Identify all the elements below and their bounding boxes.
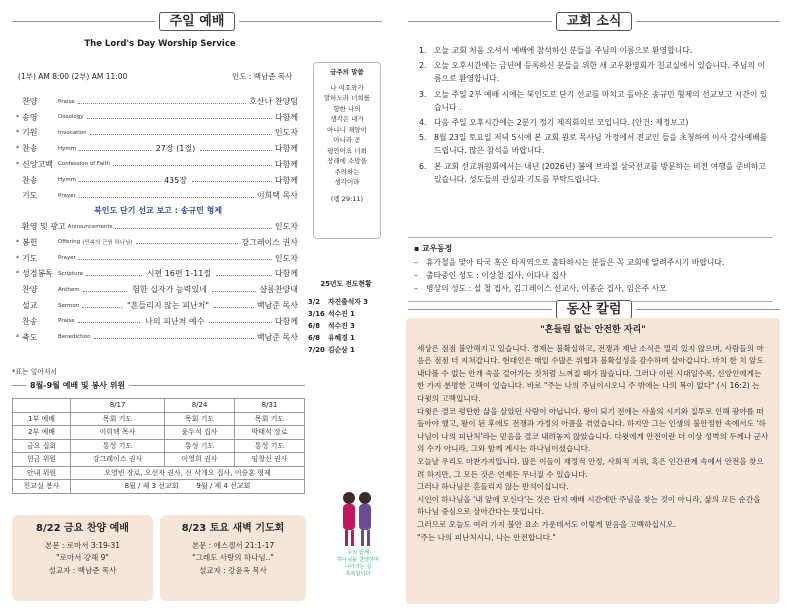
stand-note: *표는 일어서서	[12, 368, 57, 376]
stats-text: 석수진 1	[328, 310, 355, 318]
order-right: 다함께	[274, 112, 298, 122]
verse-line: 아니라 곧	[333, 136, 361, 144]
order-star: *	[16, 145, 19, 153]
duty-cell: 이영희 권사	[165, 453, 235, 467]
duty-cell: 목회 기도	[165, 412, 235, 426]
order-row	[16, 221, 298, 232]
friday-line-2: "로마서 강해 9"	[56, 553, 109, 562]
duty-row	[13, 466, 305, 480]
news-text: 오늘 주일 2부 예배 시에는 북인도로 단기 선교를 마치고 돌아온 송규민 형제의 선교보고 시간이 있습니다 .	[434, 89, 768, 112]
order-star: *	[16, 113, 19, 121]
stats-text: 석수진 3	[328, 322, 355, 330]
order-sub: Confession of Faith	[58, 161, 111, 168]
worship-title: 주일 예배	[159, 12, 236, 31]
dawn-line-2: "그레도 사랑의 하나님.."	[192, 553, 274, 562]
order-dots	[79, 147, 151, 151]
order-sub: Prayer	[58, 192, 76, 199]
order-dots	[78, 100, 246, 104]
order-sub: Invocation	[58, 129, 87, 136]
column-heading: "흔들림 없는 안전한 자리"	[540, 325, 646, 335]
order-right: 호산나 찬양팀	[249, 97, 298, 106]
order-middle: 험한 십자가 능력있네	[132, 285, 207, 295]
order-label: 기도	[22, 191, 38, 201]
illu-caption-1: 우리 함께	[347, 550, 369, 556]
stats-rows	[308, 296, 384, 356]
order-sub: Announcements	[67, 223, 113, 230]
order-sub: Prayer	[58, 255, 76, 262]
weekly-verse-box	[313, 62, 381, 239]
news-number: 2.	[419, 61, 427, 71]
order-label: 찬양	[22, 285, 38, 295]
order-dots	[82, 304, 122, 308]
order-right: 강그레이스 권사	[241, 237, 298, 247]
member-news	[408, 237, 772, 302]
order-star: *	[16, 160, 19, 168]
news-title-bar	[408, 12, 780, 31]
duty-date: 8/17	[71, 399, 165, 413]
order-sub: Sermon	[58, 302, 80, 309]
verse-line: 나 여호와가	[330, 83, 364, 92]
order-label: 축도	[22, 332, 38, 342]
order-row	[16, 316, 298, 327]
order-sub: Scripture	[58, 270, 83, 277]
news-text: 본 교회 선교위원회에서는 내년 (2026년) 봄에 브라질 삼국선교를 방문하는 비전 여행을 준비하고 있습니다. 성도들의 관심과 기도를 부탁드립니다.	[434, 161, 766, 184]
order-middle: 시편 16편 1-11절	[146, 269, 212, 279]
duty-cell: 목회 기도	[235, 412, 305, 426]
duty-cell: 목회 기도	[71, 412, 165, 426]
verse-line: 주려하는	[334, 167, 360, 176]
news-item	[419, 44, 771, 57]
order-right: 샬롬찬양대	[259, 285, 299, 295]
order-label: 봉헌	[22, 237, 38, 247]
friday-line-3: 설교자 : 백남준 목사	[48, 565, 117, 575]
order-row	[16, 96, 298, 107]
order-dots	[209, 319, 272, 323]
order-sub: Hymm	[58, 145, 77, 152]
order-middle: 27장 (1절)	[155, 144, 196, 154]
news-text: 8월 23일 토요일 저녁 5시에 본 교회 원로 목사님 가정에서 전교인 들을 초청하여 이사 감사예배를 드립니다. 많은 참석을 바랍니다.	[434, 133, 768, 156]
duty-role: 1부 예배	[13, 412, 71, 426]
duty-corner	[13, 399, 71, 413]
order-label: 찬송	[22, 175, 38, 185]
order-sub: Praise	[58, 98, 75, 105]
member-news-heading: ▪ 교우동정	[414, 244, 453, 253]
news-number: 5.	[419, 133, 427, 143]
evangelism-stats	[308, 278, 384, 356]
order-label: 환영 및 광고	[22, 222, 66, 231]
news-list	[419, 44, 771, 188]
verse-line: 아나니 재앙이	[327, 125, 367, 134]
order-row	[16, 332, 298, 343]
order-row	[16, 268, 298, 279]
order-sub: Hymm	[58, 177, 77, 183]
order-dots	[94, 335, 254, 339]
order-label: 기도	[22, 253, 38, 263]
girls-icon	[318, 488, 398, 550]
mission-report: 북인도 단기 선교 보고 : 송규민 형제	[94, 206, 223, 215]
verse-line: 장래에 소망을	[327, 157, 367, 165]
friday-title: 8/22 금요 찬양 예배	[36, 523, 129, 534]
news-number: 3.	[419, 89, 427, 99]
order-star: *	[16, 254, 19, 262]
order-extra: (만복의 근원 하나님)	[82, 240, 133, 247]
stats-text: 자진출석자 3	[328, 298, 368, 306]
column-title: 동산 칼럼	[556, 300, 633, 319]
duty-role: 안내 위원	[13, 466, 71, 480]
column-box	[406, 318, 780, 604]
order-dots	[200, 147, 272, 151]
member-news-text: 출타중인 성도 : 이상철 집사, 이다나 집사	[426, 271, 567, 280]
order-row	[16, 300, 298, 311]
member-news-heading-text: 교우동정	[422, 244, 453, 253]
column-body	[417, 343, 769, 545]
order-sub: Benediction	[58, 334, 91, 341]
stats-date: 6/8	[308, 334, 320, 342]
order-row	[16, 190, 298, 201]
verse-line: 생각이라	[334, 178, 360, 186]
dawn-line-3: 설교자 : 강윤옥 목사	[199, 565, 267, 575]
order-dots	[83, 288, 128, 292]
verse-line: 생각은 내가	[330, 115, 364, 123]
stats-row	[308, 344, 384, 356]
order-dots	[90, 131, 272, 135]
order-right: 인도자	[274, 253, 298, 263]
stats-date: 6/8	[308, 322, 320, 330]
worship-leader: 인도 : 백남준 목사	[232, 72, 293, 81]
column-paragraph: 세상은 점점 불안해지고 있습니다. 경제는 불확실하고, 전쟁과 재난 소식은 멀리 있지 않으며, 사람들의 마음은 점점 더 지쳐갑니다. 현대인은 매일 수많은 위협과 불확실성을 감수하며 살아갑니다. 마치 한 치 앞도 내다볼 수 없는 안개 속을 걸어가는 것처럼 느껴질 때가 많습니다. 그러나 이런 시대일수록, 신앙인에게는 한 가지 분명한 고백이 있습니다. 바로 "주는 나의 주님이시오니 주 밖에는 나의 복이 없다" (시 16:2) 는 다윗의 고백입니다.	[417, 343, 764, 403]
order-star: *	[16, 270, 19, 278]
order-sub: Praise	[58, 318, 75, 325]
duty-row	[13, 439, 305, 453]
order-row	[16, 284, 298, 295]
order-label: 송영	[22, 112, 38, 122]
dash: –	[414, 258, 418, 267]
duty-row	[13, 453, 305, 467]
order-dots	[136, 240, 239, 244]
news-text: 오늘 오후시간에는 금년에 등록하신 분들을 위한 새 교우환영회가 친교실에서 있습니다. 주님의 이름으로 환영합니다.	[434, 61, 766, 84]
order-row	[16, 159, 298, 170]
news-title: 교회 소식	[556, 12, 633, 31]
news-item	[419, 116, 771, 129]
order-label: 찬송	[22, 316, 38, 326]
stats-text: 유혜경 1	[328, 334, 355, 342]
order-dots	[115, 225, 271, 229]
news-item	[419, 59, 771, 85]
order-dots	[214, 304, 254, 308]
verse-reference: (렘 29:11)	[330, 194, 364, 203]
news-text: 오늘 교회 처음 오셔서 예배에 참석하신 분들을 주님의 이름으로 환영합니다.	[434, 46, 693, 55]
stats-text: 김순삼 1	[328, 346, 355, 354]
order-right: 다함께	[274, 316, 299, 326]
service-times: (1부) AM 8:00 (2부) AM 11:00	[18, 72, 128, 81]
order-label: 신앙고백	[22, 159, 53, 169]
duty-role: 2부 예배	[13, 426, 71, 440]
column-paragraph: 그러나 하나님은 흔들리지 않는 반석이십니다.	[417, 482, 569, 492]
order-right: 다함께	[274, 144, 298, 154]
order-dots	[79, 194, 254, 198]
order-middle: 435장	[163, 175, 187, 185]
duty-date: 8/31	[235, 399, 305, 413]
friday-line-1: 본문 : 로마서 3:19-31	[45, 540, 120, 550]
friday-service-box	[12, 515, 153, 601]
duty-cell: 통성 기도	[235, 439, 305, 453]
verse-heading: 금주의 말씀	[330, 68, 364, 76]
stats-row	[308, 308, 384, 320]
column-paragraph: 그러므로 오늘도 여러 가지 불안 요소 가운데서도 이렇게 믿음을 고백하십시오.	[417, 519, 676, 529]
duty-cell: 이희택 목사	[71, 426, 165, 440]
order-label: 기원	[22, 128, 38, 138]
member-news-item	[414, 269, 766, 282]
order-right: 이희택 목사	[256, 191, 298, 201]
order-dots	[212, 288, 257, 292]
order-right: 다함께	[274, 159, 298, 169]
column-title-bar	[408, 300, 780, 319]
order-dots	[87, 115, 272, 119]
order-right: 다함께	[274, 269, 298, 279]
duty-cell: 통성 기도	[165, 439, 235, 453]
order-right: 백남준 목사	[256, 332, 298, 342]
duty-row	[13, 426, 305, 440]
news-item	[419, 88, 771, 114]
duty-cell: 강그레이스 권사	[71, 453, 165, 467]
news-number: 1.	[419, 46, 427, 55]
column-paragraph: 오늘날 우리도 마찬가지입니다. 많은 이들이 재정적 안정, 사회적 지위, 혹은 인간관계 속에서 안전을 찾으려 하지만, 그 모든 것은 언제든 무너질 수 있습니다.	[417, 456, 764, 479]
worship-subtitle: The Lord's Day Worship Service	[84, 39, 236, 49]
verse-line: 평안이요 너희	[327, 146, 367, 155]
order-row	[16, 143, 298, 154]
order-right: 인도자	[274, 222, 298, 231]
order-row	[16, 175, 298, 186]
member-news-item	[414, 256, 766, 269]
duty-span: 8월 / 제 3 선교회 9월 / 제 4 선교회	[71, 480, 305, 494]
dash: –	[414, 271, 418, 280]
stats-date: 3/2	[308, 298, 320, 306]
duty-cell: 윤두석 집사	[165, 426, 235, 440]
order-dots	[79, 178, 159, 182]
order-sub: Anthem	[58, 286, 80, 293]
column-paragraph: 시인이 하나님을 '내 앞에 모신다'는 것은 단지 예배 시간에만 주님을 찾는 것이 아니라, 삶의 모든 순간을 하나님 중심으로 살아간다는 뜻입니다.	[417, 494, 761, 517]
worship-title-bar	[12, 12, 382, 31]
order-dots	[78, 319, 141, 323]
dawn-title: 8/23 토요 새벽 기도회	[181, 523, 285, 534]
column-paragraph: 다윗은 결코 평탄한 삶을 살았던 사람이 아닙니다. 왕이 되기 전에는 사울의 시기와 질투로 인해 광야를 떠돌아야 했고, 왕이 된 후에도 전쟁과 가정의 아픔을 겪었습니다. 하지만 그는 인생의 불안정한 속에서도 '하나님이 나의 피난처'라는 믿음을 결코 내려놓지 않았습니다. 다윗에게 안전이란 더 이상 성벽의 두께나 군사의 수가 아니라, 그와 함께 계시는 하나님이셨습니다.	[417, 406, 769, 454]
stats-heading: 25년도 전도현황	[320, 280, 372, 288]
duty-cell: 통성 기도	[71, 439, 165, 453]
dawn-line-1: 본문 : 에스겔서 21:1-17	[191, 540, 275, 550]
order-label: 성경봉독	[22, 269, 53, 279]
duty-title: 8월-9월 예배 및 봉사 위원	[30, 381, 126, 390]
illu-caption-4: 축복합니다	[345, 571, 371, 577]
illu-caption-3: 나아가는 길	[344, 564, 372, 570]
order-dots	[113, 162, 272, 166]
order-right: 인도자	[274, 128, 298, 138]
duty-cell: 박태식 장로	[235, 426, 305, 440]
order-sub: Offering	[58, 239, 81, 246]
duty-span: 오영빈 장로, 오선자 권사, 신 삭개오 집사, 이승훈 형제	[71, 466, 305, 480]
dawn-prayer-box	[160, 515, 306, 601]
member-news-text: 휴가철을 맞아 타국 혹은 타지역으로 출타하시는 분들은 꼭 교회에 알려주시기 바랍니다.	[426, 258, 725, 267]
news-number: 4.	[419, 118, 427, 128]
verse-line: 향한 나의	[333, 104, 361, 113]
order-dots	[86, 272, 142, 276]
order-middle: "흔들리지 않는 피난처"	[127, 301, 210, 310]
order-right: 백남준 목사	[256, 301, 298, 310]
girls-illustration	[318, 488, 398, 600]
duty-role: 헌금 위원	[13, 453, 71, 467]
order-dots	[216, 272, 272, 276]
news-number: 6.	[419, 161, 427, 171]
verse-line: 말하노라 너희를	[323, 94, 371, 102]
order-row	[16, 237, 298, 248]
stats-row	[308, 296, 384, 308]
duty-date: 8/24	[165, 399, 235, 413]
duty-role: 친교실 봉사	[13, 480, 71, 494]
order-dots	[79, 256, 272, 260]
order-label: 찬양	[22, 97, 38, 106]
order-middle: 나의 피난처 예수	[145, 316, 205, 326]
news-item	[419, 160, 771, 186]
stats-row	[308, 320, 384, 332]
stats-date: 7/20	[308, 346, 325, 354]
order-row	[16, 253, 298, 264]
column-paragraph: "주는 나의 피난처시니, 나는 안전합니다."	[417, 532, 556, 542]
verse-lines	[314, 83, 380, 188]
news-item	[419, 131, 771, 157]
duty-row	[13, 412, 305, 426]
order-star: *	[16, 238, 19, 246]
order-star: *	[16, 129, 19, 137]
news-text: 다음 주일 오후시간에는 2분기 정기 제직회의로 모입니다. (안건: 제정보고)	[434, 118, 689, 128]
stats-row	[308, 332, 384, 344]
dash: –	[414, 284, 418, 293]
member-news-items	[414, 256, 766, 295]
duty-role: 금요 집회	[13, 439, 71, 453]
duty-title-bar	[12, 380, 305, 391]
order-right: 다함께	[274, 175, 299, 185]
order-label: 찬송	[22, 144, 38, 154]
order-label: 설교	[22, 301, 38, 310]
duty-row	[13, 480, 305, 494]
member-news-text: 병상의 성도 : 설 철 집사, 김그레이스 선교사, 이종순 집사, 임은주 사모	[426, 284, 667, 293]
illu-caption-2: 하나님을 찬양하며	[337, 557, 379, 563]
order-row	[16, 112, 298, 123]
stats-date: 3/16	[308, 310, 325, 318]
member-news-item	[414, 282, 766, 295]
duty-table	[12, 398, 305, 494]
order-star: *	[16, 333, 19, 341]
order-row	[16, 127, 298, 138]
duty-header-row	[13, 399, 305, 413]
order-sub: Doxology	[58, 114, 84, 121]
order-dots	[192, 178, 272, 182]
duty-cell: 임창선 권사	[235, 453, 305, 467]
